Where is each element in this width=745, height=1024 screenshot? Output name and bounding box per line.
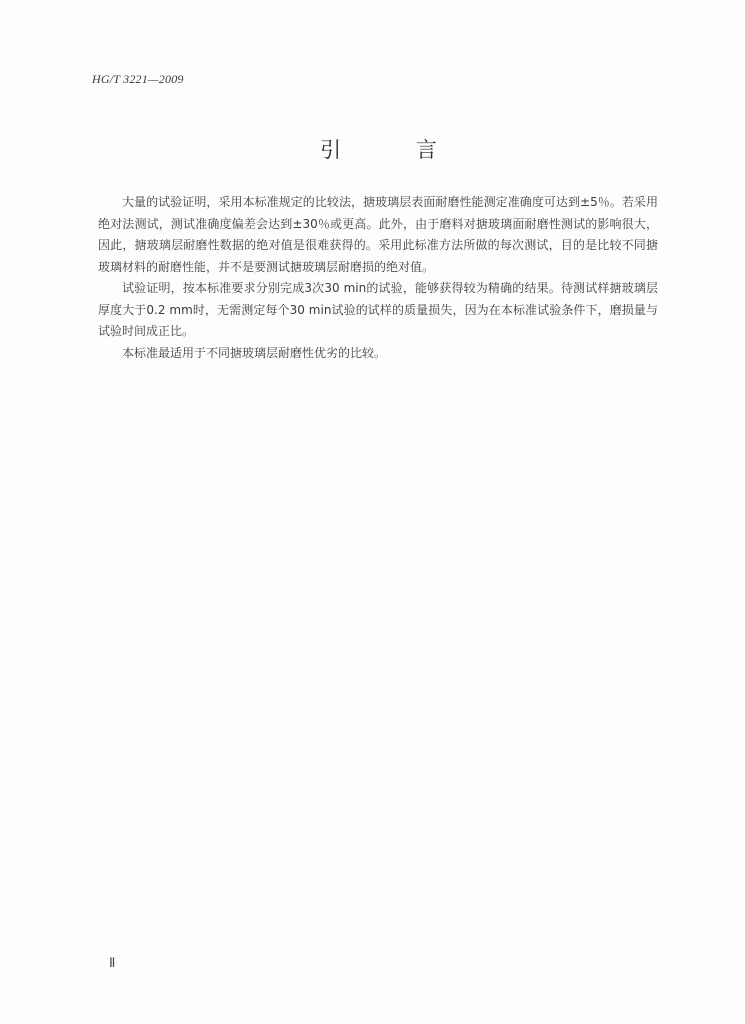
paragraph-3: 本标准最适用于不同搪玻璃层耐磨性优劣的比较。 xyxy=(122,345,387,360)
page-title: 引 言 xyxy=(320,138,471,162)
paragraph-1: 大量的试验证明，采用本标准规定的比较法，搪玻璃层表面耐磨性能测定准确度可达到±5％。若采用绝对法测试，测试准确度偏差会达到±30％或更高。此外，由于磨料对搪玻璃面耐磨性测试的影响很大，因此，搪玻璃层耐磨性数据的绝对值是很难获得的。采用此标准方法所做的每次测试，目的是比较不同搪玻璃材料的耐磨性能，并不是要测试搪玻璃层耐磨损的绝对值。 xyxy=(98,195,658,274)
introduction-body xyxy=(98,192,658,364)
page-number: Ⅱ xyxy=(109,955,116,970)
paragraph-2: 试验证明，按本标准要求分别完成3次30 min的试验，能够获得较为精确的结果。待测试样搪玻璃层厚度大于0.2 mm时，无需测定每个30 min试验的试样的质量损失，因为在本标准试验条件下，磨损量与试验时间成正比。 xyxy=(98,281,658,338)
standard-code: HG/T 3221—2009 xyxy=(92,72,184,86)
